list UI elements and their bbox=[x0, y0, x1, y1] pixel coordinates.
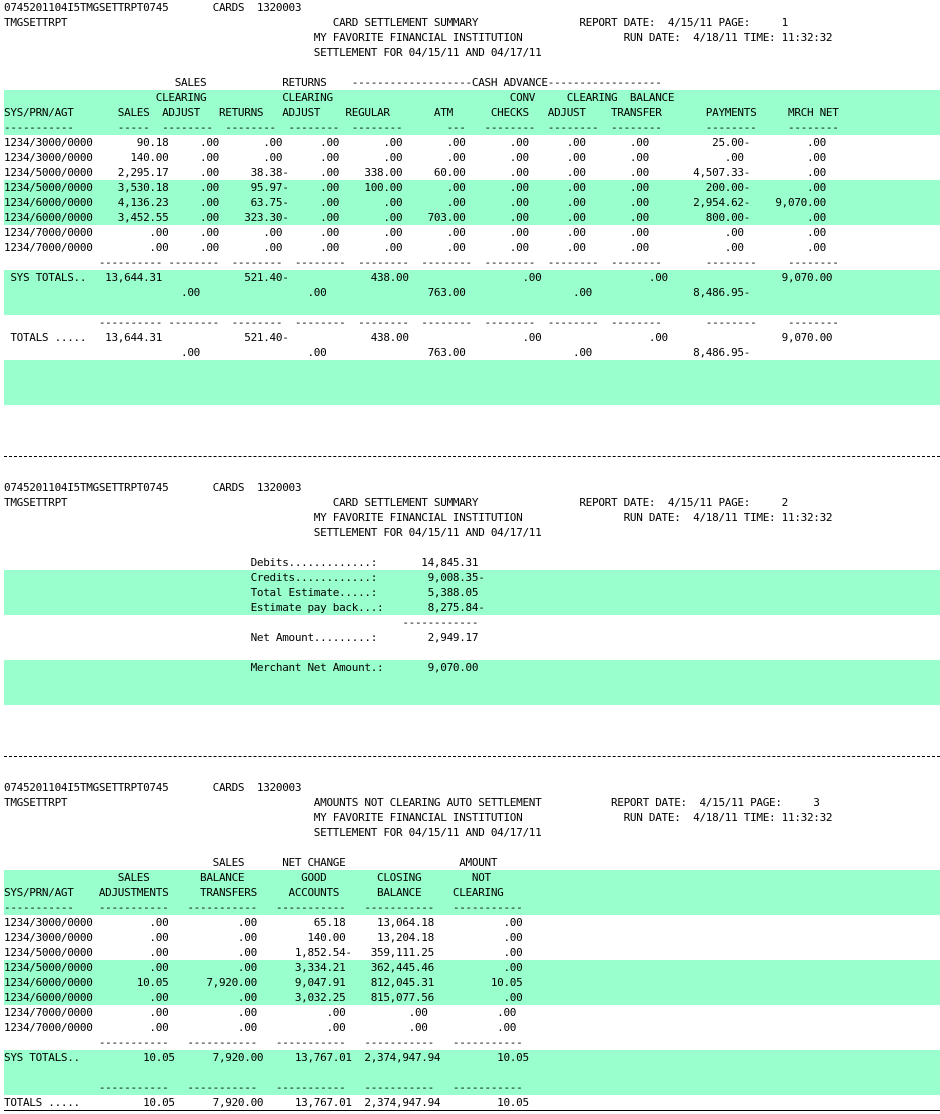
sys-totals-row: SYS TOTALS.. 13,644.31 521.40- 438.00 .00 .00 9,070.00 bbox=[4, 271, 833, 284]
table-row: 1234/6000/0000 10.05 7,920.00 9,047.91 812,045.31 10.05 bbox=[4, 976, 523, 989]
table-row: 1234/6000/0000 4,136.23 .00 63.75- .00 .00 .00 .00 .00 .00 2,954.62- 9,070.00 bbox=[4, 196, 826, 209]
table-row: 1234/3000/0000 140.00 .00 .00 .00 .00 .00 .00 .00 .00 .00 .00 bbox=[4, 151, 826, 164]
table-row: 1234/7000/0000 .00 .00 .00 .00 .00 bbox=[4, 1006, 517, 1019]
bottom-rule bbox=[4, 1110, 940, 1111]
table-row: 1234/7000/0000 .00 .00 .00 .00 .00 .00 .00 .00 .00 .00 .00 bbox=[4, 226, 826, 239]
totals-underline: ----------- ----------- ----------- ----------- ----------- bbox=[4, 1081, 523, 1094]
report-title-line: TMGSETTRPT CARD SETTLEMENT SUMMARY REPORT DATE: 4/15/11 PAGE: 2 bbox=[4, 496, 788, 509]
report-id-line: 0745201104I5TMGSETTRPT0745 CARDS 1320003 bbox=[4, 481, 302, 494]
column-header-row-2: SYS/PRN/AGT ADJUSTMENTS TRANSFERS ACCOUNTS BALANCE CLEARING bbox=[4, 886, 504, 899]
page-break-separator bbox=[4, 756, 940, 757]
report-id-line: 0745201104I5TMGSETTRPT0745 CARDS 1320003 bbox=[4, 1, 302, 14]
column-header-row-1: CLEARING CLEARING CONV CLEARING BALANCE bbox=[4, 91, 675, 104]
summary-underline: ------------ bbox=[4, 616, 479, 629]
sys-totals-row: SYS TOTALS.. 10.05 7,920.00 13,767.01 2,374,947.94 10.05 bbox=[4, 1051, 529, 1064]
column-header-underline: ----------- ----- -------- -------- -------- -------- --- -------- -------- -------- -------- -------- bbox=[4, 121, 839, 134]
table-row: 1234/7000/0000 .00 .00 .00 .00 .00 bbox=[4, 1021, 517, 1034]
column-header-row-1: SALES BALANCE GOOD CLOSING NOT bbox=[4, 871, 491, 884]
column-header-underline: ----------- ----------- ----------- ----------- ----------- ----------- bbox=[4, 901, 523, 914]
summary-total-estimate: Total Estimate.....: 5,388.05 bbox=[4, 586, 479, 599]
column-group-header: SALES RETURNS -------------------CASH ADVANCE------------------ bbox=[4, 76, 662, 89]
report-id-line: 0745201104I5TMGSETTRPT0745 CARDS 1320003 bbox=[4, 781, 302, 794]
greenbar-band bbox=[4, 360, 940, 405]
table-row: 1234/5000/0000 .00 .00 3,334.21 362,445.46 .00 bbox=[4, 961, 523, 974]
settlement-period-line: SETTLEMENT FOR 04/15/11 AND 04/17/11 bbox=[4, 526, 542, 539]
totals-row-2: .00 .00 763.00 .00 8,486.95- bbox=[4, 346, 751, 359]
column-header-row-2: SYS/PRN/AGT SALES ADJUST RETURNS ADJUST REGULAR ATM CHECKS ADJUST TRANSFER PAYMENTS MRCH NET bbox=[4, 106, 839, 119]
totals-row: TOTALS ..... 10.05 7,920.00 13,767.01 2,374,947.94 10.05 bbox=[4, 1096, 529, 1109]
summary-credits: Credits............: 9,008.35- bbox=[4, 571, 485, 584]
table-row: 1234/5000/0000 2,295.17 .00 38.38- .00 338.00 60.00 .00 .00 .00 4,507.33- .00 bbox=[4, 166, 826, 179]
rows-underline: ---------- -------- -------- -------- -------- -------- -------- -------- -------- -------- -------- bbox=[4, 256, 839, 269]
settlement-period-line: SETTLEMENT FOR 04/15/11 AND 04/17/11 bbox=[4, 826, 542, 839]
page-break-separator bbox=[4, 456, 940, 457]
institution-line: MY FAVORITE FINANCIAL INSTITUTION RUN DATE: 4/18/11 TIME: 11:32:32 bbox=[4, 511, 833, 524]
summary-merchant-net-amount: Merchant Net Amount.: 9,070.00 bbox=[4, 661, 479, 674]
totals-row: TOTALS ..... 13,644.31 521.40- 438.00 .00 .00 9,070.00 bbox=[4, 331, 833, 344]
institution-line: MY FAVORITE FINANCIAL INSTITUTION RUN DATE: 4/18/11 TIME: 11:32:32 bbox=[4, 31, 833, 44]
summary-debits: Debits.............: 14,845.31 bbox=[4, 556, 479, 569]
summary-estimate-pay-back: Estimate pay back...: 8,275.84- bbox=[4, 601, 485, 614]
table-row: 1234/7000/0000 .00 .00 .00 .00 .00 .00 .00 .00 .00 .00 .00 bbox=[4, 241, 826, 254]
rows-underline: ----------- ----------- ----------- ----------- ----------- bbox=[4, 1036, 523, 1049]
table-row: 1234/6000/0000 3,452.55 .00 323.30- .00 .00 703.00 .00 .00 .00 800.00- .00 bbox=[4, 211, 826, 224]
sys-totals-row-2: .00 .00 763.00 .00 8,486.95- bbox=[4, 286, 751, 299]
column-group-header: SALES NET CHANGE AMOUNT bbox=[4, 856, 498, 869]
institution-line: MY FAVORITE FINANCIAL INSTITUTION RUN DATE: 4/18/11 TIME: 11:32:32 bbox=[4, 811, 833, 824]
table-row: 1234/3000/0000 .00 .00 65.18 13,064.18 .00 bbox=[4, 916, 523, 929]
settlement-period-line: SETTLEMENT FOR 04/15/11 AND 04/17/11 bbox=[4, 46, 542, 59]
totals-underline: ---------- -------- -------- -------- -------- -------- -------- -------- -------- -------- -------- bbox=[4, 316, 839, 329]
table-row: 1234/6000/0000 .00 .00 3,032.25 815,077.56 .00 bbox=[4, 991, 523, 1004]
table-row: 1234/5000/0000 3,530.18 .00 95.97- .00 100.00 .00 .00 .00 .00 200.00- .00 bbox=[4, 181, 826, 194]
summary-net-amount: Net Amount.........: 2,949.17 bbox=[4, 631, 479, 644]
report-title-line: TMGSETTRPT AMOUNTS NOT CLEARING AUTO SETTLEMENT REPORT DATE: 4/15/11 PAGE: 3 bbox=[4, 796, 820, 809]
table-row: 1234/3000/0000 90.18 .00 .00 .00 .00 .00 .00 .00 .00 25.00- .00 bbox=[4, 136, 826, 149]
table-row: 1234/3000/0000 .00 .00 140.00 13,204.18 .00 bbox=[4, 931, 523, 944]
report-title-line: TMGSETTRPT CARD SETTLEMENT SUMMARY REPORT DATE: 4/15/11 PAGE: 1 bbox=[4, 16, 788, 29]
table-row: 1234/5000/0000 .00 .00 1,852.54- 359,111.25 .00 bbox=[4, 946, 523, 959]
